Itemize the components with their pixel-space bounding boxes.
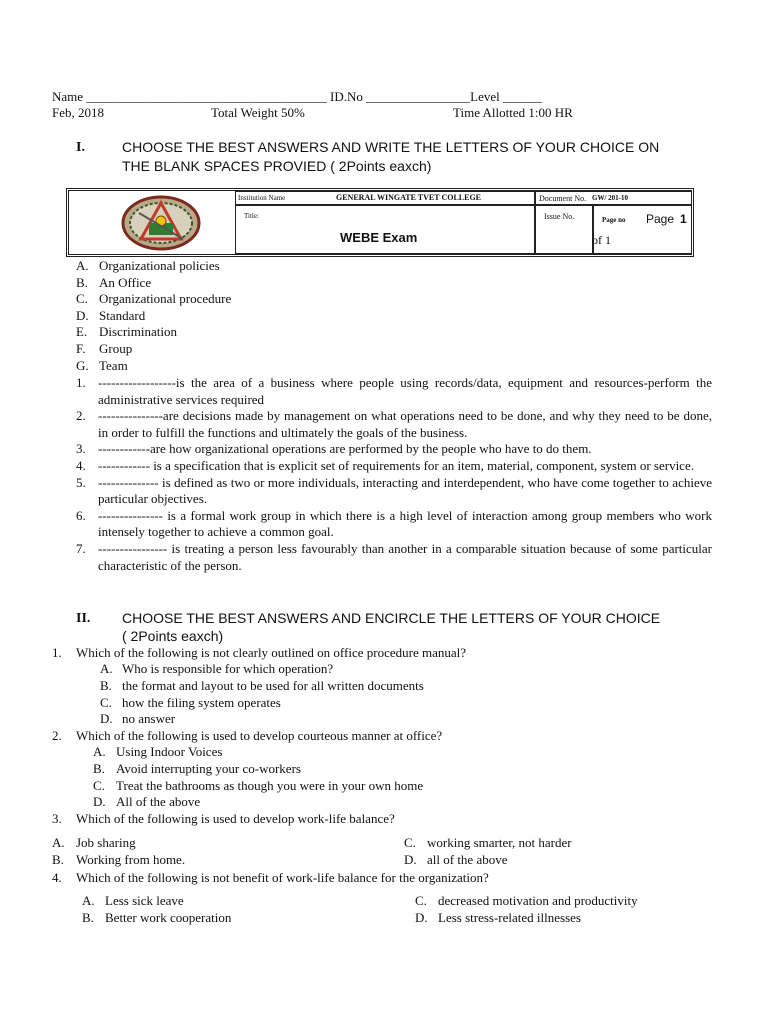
q4-option-a-letter[interactable]: A.	[82, 893, 95, 908]
list-item: F. Group	[76, 340, 133, 356]
q1-option-b: the format and layout to be used for all written documents	[122, 678, 424, 693]
list-item: D. Standard	[76, 307, 146, 323]
total-weight: Total Weight 50%	[211, 105, 305, 120]
q1-option-b-letter[interactable]: B.	[100, 678, 112, 693]
q2-option-a-letter[interactable]: A.	[93, 744, 106, 759]
q4-option-b-letter[interactable]: B.	[82, 910, 94, 925]
issue-label: Issue No.	[544, 212, 575, 221]
q2-option-c-letter[interactable]: C.	[93, 778, 105, 793]
page-word: Page	[646, 212, 675, 226]
blank-question: 7. ---------------- is treating a person less favourably than another in a comparable situation because of some particular characteristic of the person.	[76, 540, 712, 573]
document-title: WEBE Exam	[340, 230, 418, 245]
q1-number: 1.	[52, 645, 62, 660]
list-item: A. Organizational policies	[76, 258, 220, 273]
page-total: of 1	[592, 233, 611, 247]
q1-option-d-letter[interactable]: D.	[100, 711, 113, 726]
blank-question: 4. ------------ is a specification that is explicit set of requirements for an item, material, component, system or service.	[76, 457, 694, 473]
page-cell	[593, 205, 692, 254]
logo-cell	[69, 191, 237, 254]
section-2-instruction-line-2: ( 2Points eaxch)	[122, 628, 224, 644]
q4-text: Which of the following is not benefit of work-life balance for the organization?	[76, 870, 489, 885]
q1-option-d: no answer	[122, 711, 176, 726]
q4-option-b: Better work cooperation	[105, 910, 232, 925]
q1-option-c: how the filing system operates	[122, 695, 281, 710]
section-1-numeral: I.	[76, 140, 85, 155]
q2-option-a: Using Indoor Voices	[116, 744, 223, 759]
name-id-level-line: Name _____________________________________ ID.No ________________Level ______	[52, 89, 542, 104]
list-item: E. Discrimination	[76, 324, 177, 340]
document-number: GW/ 201-10	[592, 194, 628, 202]
page-number-label: Page no	[602, 216, 626, 224]
blank-question: 3. ------------are how organizational operations are performed by the people who have to do them.	[76, 441, 592, 457]
blank-questions	[76, 375, 712, 574]
q3-option-c-letter[interactable]: C.	[404, 835, 416, 850]
section-2-instruction-line-1: CHOOSE THE BEST ANSWERS AND ENCIRCLE THE LETTERS OF YOUR CHOICE	[122, 610, 661, 626]
q4-option-d: Less stress-related illnesses	[438, 910, 581, 925]
title-cell	[235, 205, 535, 254]
q1-text: Which of the following is not clearly outlined on office procedure manual?	[76, 645, 466, 660]
title-label: Title:	[244, 212, 259, 220]
q4-option-c: decreased motivation and productivity	[438, 893, 638, 908]
issue-cell	[535, 205, 593, 254]
document-number-label: Document No.	[539, 194, 587, 203]
q3-option-d: all of the above	[427, 852, 508, 867]
time-allotted: Time Allotted 1:00 HR	[453, 105, 573, 120]
q3-option-a-letter[interactable]: A.	[52, 835, 65, 850]
document-header-table	[66, 188, 694, 257]
q3-option-d-letter[interactable]: D.	[404, 852, 417, 867]
q2-option-b-letter[interactable]: B.	[93, 761, 105, 776]
q2-option-d: All of the above	[116, 794, 201, 809]
list-item: G. Team	[76, 357, 128, 373]
q3-option-c: working smarter, not harder	[427, 835, 572, 850]
list-item: C. Organizational procedure	[76, 291, 232, 307]
q3-option-a: Job sharing	[76, 835, 136, 850]
institution-label: Institution Name	[238, 194, 286, 202]
q1-option-c-letter[interactable]: C.	[100, 695, 112, 710]
college-logo	[119, 195, 203, 251]
q1-option-a: Who is responsible for which operation?	[122, 661, 334, 676]
page-number: 1	[680, 212, 687, 226]
q1-option-a-letter[interactable]: A.	[100, 661, 113, 676]
q2-option-c: Treat the bathrooms as though you were in your own home	[116, 778, 424, 793]
blank-question: 5. -------------- is defined as two or more individuals, interacting and interdependent, who have come together to achieve particular objectives.	[76, 474, 712, 507]
section-1-instruction-line-1: CHOOSE THE BEST ANSWERS AND WRITE THE LETTERS OF YOUR CHOICE ON	[122, 139, 660, 155]
q2-option-d-letter[interactable]: D.	[93, 794, 106, 809]
q3-option-b-letter[interactable]: B.	[52, 852, 64, 867]
institution-cell	[235, 191, 535, 205]
q3-option-b: Working from home.	[76, 852, 186, 867]
blank-question: 1. ------------------is the area of a business where people using records/data, equipment and resources-perform the administrative services required	[76, 375, 712, 407]
section-1-instruction-line-2: THE BLANK SPACES PROVIED ( 2Points eaxch)	[122, 158, 432, 174]
q3-number: 3.	[52, 811, 62, 826]
blank-question: 2. ---------------are decisions made by management on what operations need to be done, and why they need to be done, in order to fulfill the functions and ultimately the goals of the business.	[76, 408, 712, 440]
q3-text: Which of the following is used to develop work-life balance?	[76, 811, 395, 826]
blank-question: 6. --------------- is a formal work group in which there is a high level of interaction among group members who work intensely together to achieve a common goal.	[76, 507, 712, 540]
q4-number: 4.	[52, 870, 62, 885]
choice-list	[76, 258, 716, 374]
exam-date: Feb, 2018	[52, 105, 104, 120]
institution-name: GENERAL WINGATE TVET COLLEGE	[336, 193, 482, 202]
list-item: B. An Office	[76, 274, 152, 290]
q4-option-d-letter[interactable]: D.	[415, 910, 428, 925]
document-number-cell	[535, 191, 692, 205]
q2-option-b: Avoid interrupting your co-workers	[116, 761, 301, 776]
q2-text: Which of the following is used to develop courteous manner at office?	[76, 728, 443, 743]
q2-number: 2.	[52, 728, 62, 743]
section-2-numeral: II.	[76, 611, 91, 626]
q4-option-a: Less sick leave	[105, 893, 184, 908]
q4-option-c-letter[interactable]: C.	[415, 893, 427, 908]
